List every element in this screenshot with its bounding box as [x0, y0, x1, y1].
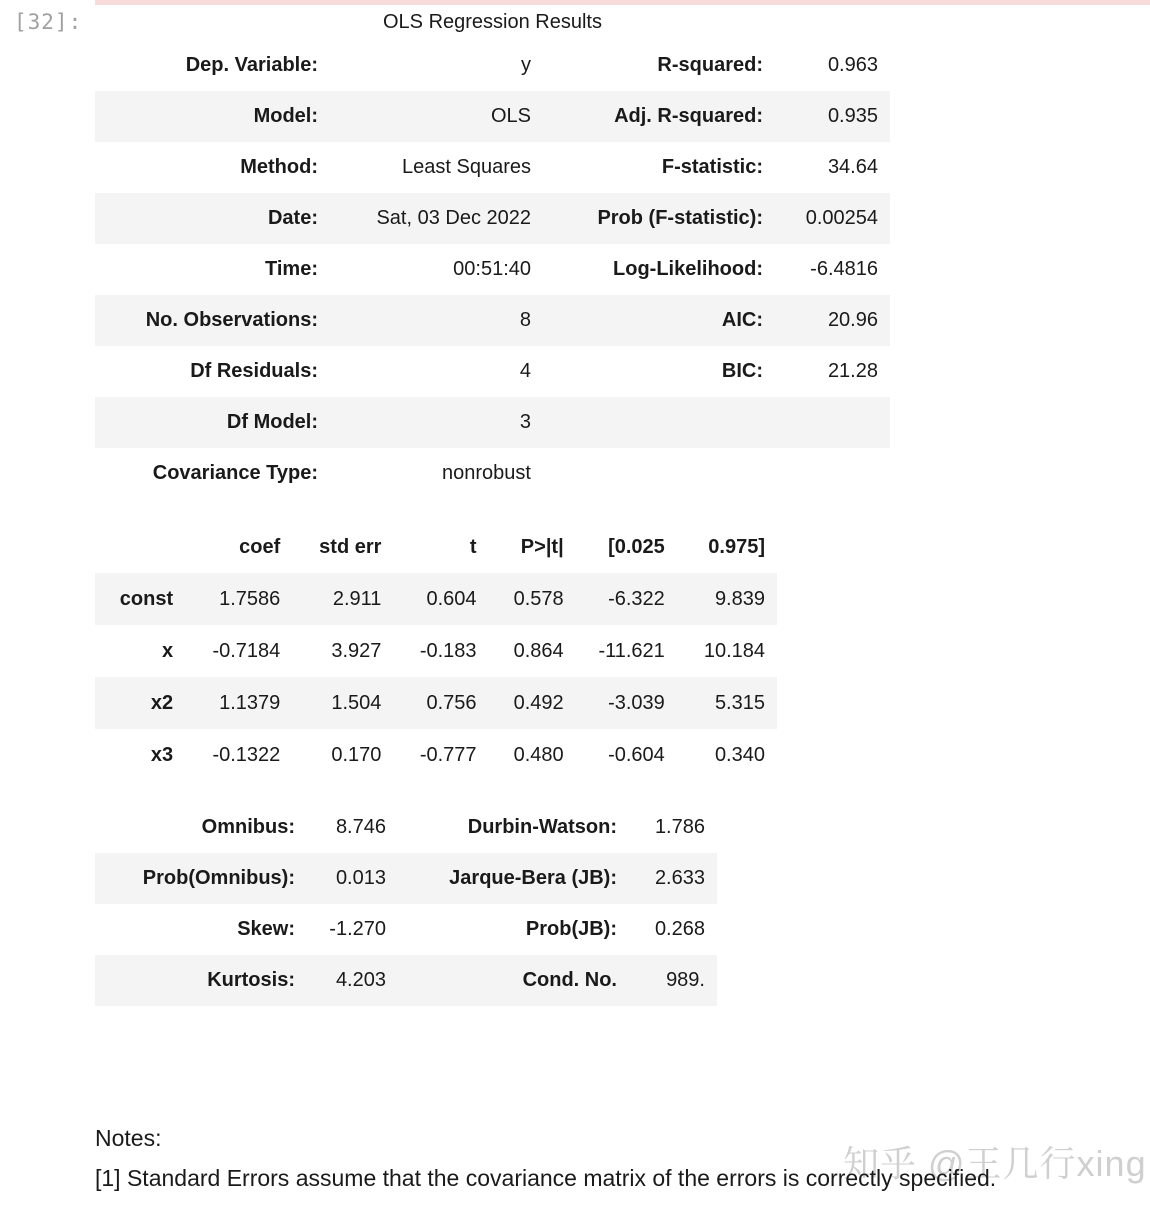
table-row: [95, 802, 717, 853]
table-row: [95, 955, 717, 1006]
stat-value: 989.: [666, 969, 705, 991]
stat-label: Dep. Variable:: [185, 54, 318, 76]
stat-label: Date:: [267, 207, 318, 229]
column-header: 0.975]: [708, 535, 765, 558]
std-err-value: 1.504: [331, 691, 382, 714]
std-err-value: 0.170: [331, 743, 382, 766]
stat-label: Jarque-Bera (JB):: [449, 867, 617, 889]
t-value: 0.604: [426, 587, 477, 610]
diagnostics-table: [95, 802, 717, 1006]
stat-value: 8: [519, 309, 531, 331]
column-header: [95, 521, 185, 573]
stat-value: 4.203: [335, 969, 386, 991]
model-info-table: [95, 40, 890, 499]
p-value: 0.578: [513, 587, 564, 610]
stat-value: 4: [519, 360, 531, 382]
notes-line-1: [1] Standard Errors assume that the covariance matrix of the errors is correctly specified.: [95, 1165, 997, 1191]
column-header: coef: [239, 535, 281, 558]
coef-value: -0.1322: [212, 743, 281, 766]
table-row: [95, 346, 890, 397]
column-header: [0.025: [608, 535, 665, 558]
coef-value: 1.7586: [219, 587, 281, 610]
p-value: 0.492: [513, 691, 564, 714]
stat-label: Df Model:: [226, 411, 318, 433]
stat-value: 0.268: [654, 918, 705, 940]
stat-value: [775, 397, 890, 448]
stat-value: -6.4816: [810, 258, 878, 280]
stat-value: y: [521, 54, 531, 76]
table-row: [95, 40, 890, 91]
notes-heading: Notes:: [95, 1125, 162, 1151]
coef-row-label: x2: [150, 691, 174, 714]
stat-label: Time:: [265, 258, 318, 280]
ci-high-value: 0.340: [714, 743, 765, 766]
table-row: [95, 193, 890, 244]
stat-label: [543, 397, 775, 448]
coef-value: 1.1379: [219, 691, 281, 714]
table-row: [95, 397, 890, 448]
stat-value: 0.963: [827, 54, 878, 76]
column-header: std err: [319, 535, 382, 558]
coef-row-label: const: [119, 587, 174, 610]
stat-label: Omnibus:: [201, 816, 295, 838]
stat-value: nonrobust: [442, 462, 531, 484]
stat-value: -1.270: [329, 918, 386, 940]
table-row: [95, 904, 717, 955]
table-row: [95, 244, 890, 295]
t-value: 0.756: [426, 691, 477, 714]
coefficients-table: [95, 521, 777, 781]
table-header-row: [95, 521, 777, 573]
ci-low-value: -11.621: [598, 639, 665, 662]
stat-label: [543, 448, 775, 499]
stat-label: Method:: [240, 156, 318, 178]
ols-regression-summary: [95, 8, 890, 1006]
stat-value: 8.746: [335, 816, 386, 838]
output-area-top-border: [95, 0, 1150, 5]
coef-row-label: x3: [150, 743, 174, 766]
ci-high-value: 9.839: [714, 587, 765, 610]
stat-label: Log-Likelihood:: [613, 258, 763, 280]
stat-label: Model:: [253, 105, 318, 127]
stat-label: R-squared:: [657, 54, 763, 76]
coef-value: -0.7184: [212, 639, 281, 662]
stat-value: OLS: [490, 105, 531, 127]
cell-execution-count: [32]:: [14, 10, 83, 34]
stat-label: Cond. No.: [522, 969, 617, 991]
column-header: P>|t|: [520, 535, 564, 558]
stat-label: No. Observations:: [145, 309, 318, 331]
column-header: t: [469, 535, 477, 558]
ci-low-value: -6.322: [608, 587, 665, 610]
stat-value: 0.935: [827, 105, 878, 127]
table-row: [95, 853, 717, 904]
stat-label: Prob(JB):: [525, 918, 617, 940]
table-row: [95, 573, 777, 625]
table-row: [95, 677, 777, 729]
table-row: [95, 295, 890, 346]
ci-high-value: 5.315: [714, 691, 765, 714]
ci-high-value: 10.184: [703, 639, 765, 662]
stat-label: Skew:: [237, 918, 295, 940]
p-value: 0.480: [513, 743, 564, 766]
stat-label: Adj. R-squared:: [614, 105, 763, 127]
coef-row-label: x: [162, 639, 174, 662]
stat-value: 2.633: [654, 867, 705, 889]
table-row: [95, 142, 890, 193]
stat-value: 0.013: [335, 867, 386, 889]
stat-value: Sat, 03 Dec 2022: [376, 207, 531, 229]
p-value: 0.864: [513, 639, 564, 662]
summary-title: OLS Regression Results: [383, 11, 602, 33]
stat-label: Durbin-Watson:: [467, 816, 617, 838]
stat-label: F-statistic:: [661, 156, 763, 178]
stat-label: AIC:: [721, 309, 763, 331]
stat-label: BIC:: [721, 360, 763, 382]
stat-value: 1.786: [654, 816, 705, 838]
stat-label: Kurtosis:: [207, 969, 295, 991]
stat-label: Prob (F-statistic):: [597, 207, 763, 229]
zhihu-watermark: 知乎 @王几行xing: [843, 1143, 1147, 1184]
table-row: [95, 448, 890, 499]
ci-low-value: -3.039: [608, 691, 665, 714]
stat-value: 3: [519, 411, 531, 433]
summary-notes: [95, 1118, 1145, 1198]
stat-value: Least Squares: [402, 156, 531, 178]
table-row: [95, 91, 890, 142]
t-value: -0.777: [419, 743, 477, 766]
stat-label: Covariance Type:: [152, 462, 318, 484]
stat-label: Df Residuals:: [190, 360, 318, 382]
table-row: [95, 729, 777, 781]
stat-label: Prob(Omnibus):: [142, 867, 295, 889]
stat-value: 21.28: [827, 360, 878, 382]
std-err-value: 2.911: [332, 587, 382, 610]
table-row: [95, 625, 777, 677]
stat-value: [775, 448, 890, 499]
t-value: -0.183: [419, 639, 477, 662]
stat-value: 34.64: [827, 156, 878, 178]
stat-value: 0.00254: [805, 207, 878, 229]
stat-value: 00:51:40: [453, 258, 531, 280]
ci-low-value: -0.604: [608, 743, 665, 766]
stat-value: 20.96: [827, 309, 878, 331]
std-err-value: 3.927: [331, 639, 382, 662]
